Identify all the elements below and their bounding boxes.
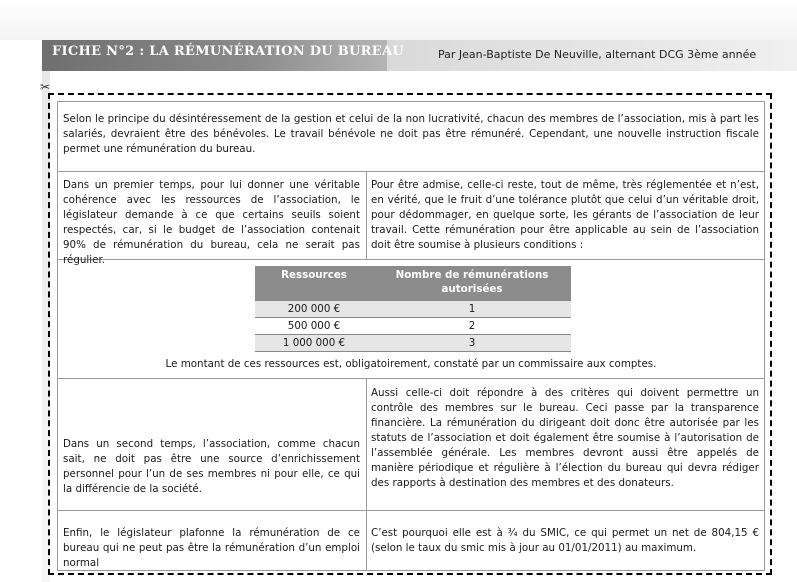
row3-right-paragraph: C’est pourquoi elle est à ¾ du SMIC, ce qui permet un net de 804,15 € (selon le taux du smic mis à jour au 01/01/2011) au maximum. [371,527,759,554]
table-cell-count: 2 [373,318,571,335]
table-header-row [255,266,571,301]
table-header-count: Nombre de rémunérations autorisées [373,266,571,301]
divider-row2 [57,510,765,511]
row2-left-paragraph: Dans un second temps, l’association, comme chacun sait, ne doit pas être une source d’enrichissement personnel pour l’un de ses membres ni pour elle, ce qui la différencie de la société. [63,438,360,495]
row2-right-paragraph: Aussi celle-ci doit répondre à des critères qui doivent permettre un contrôle des membres sur le bureau. Ceci passe par la transparence financière. La rémunération du dirigeant doit donc être autorisée par les statuts de l’association et doit également être soumise à l’autorisation de l’assemblée générale. Les membres devront aussi être appelés de manière périodique et régulière à l’élection du bureau qui devra rédiger des rapports à destination des membres et des donateurs. [371,387,759,489]
row1-right-paragraph: Pour être admise, celle-ci reste, tout de même, très réglementée et n’est, en vérité, que le fruit d’une tolérance plutôt que celui d’un véritable droit, pour dédommager, en quelque sorte, les gérants de l’association de leur travail. Cette rémunération pour être applicable au sein de l’association doit être soumise à plusieurs conditions : [371,179,759,251]
column-divider-row1 [366,171,367,259]
table-row [255,301,571,318]
table-note: Le montant de ces ressources est, obligatoirement, constaté par un commissaire aux comptes. [165,358,657,370]
table-row [255,335,571,352]
row1-left-paragraph: Dans un premier temps, pour lui donner une véritable cohérence avec les ressources de l’association, le législateur demande à ce que certains seuils soient respectés, car, si le budget de l’association contenait 90% de rémunération du bureau, cela ne serait pas régulier. [63,179,360,266]
table-cell-resources: 1 000 000 € [255,335,373,352]
divider-intro [57,171,765,172]
table-cell-resources: 200 000 € [255,301,373,318]
table-cell-count: 1 [373,301,571,318]
table-header-resources: Ressources [255,266,373,301]
table-row [255,318,571,335]
scissors-icon: ✂ [40,80,51,94]
row3-left-paragraph: Enfin, le législateur plafonne la rémunération de ce bureau qui ne peut pas être la rémunération d’un emploi normal [63,527,360,569]
table-cell-count: 3 [373,335,571,352]
table-cell-resources: 500 000 € [255,318,373,335]
intro-paragraph: Selon le principe du désintéressement de la gestion et celui de la non lucrativité, chacun des membres de l’association, mis à part les salariés, devraient être des bénévoles. Le travail bénévole ne doit pas être rémunéré. Cependant, une nouvelle instruction fiscale permet une rémunération du bureau. [63,113,759,155]
divider-table [57,378,765,379]
column-divider-rows23 [366,378,367,571]
sheet-title: FICHE N°2 : LA RÉMUNÉRATION DU BUREAU [52,44,405,59]
page-top-background [0,0,797,40]
resources-table [255,266,571,352]
author-line: Par Jean-Baptiste De Neuville, alternant DCG 3ème année [438,48,757,61]
